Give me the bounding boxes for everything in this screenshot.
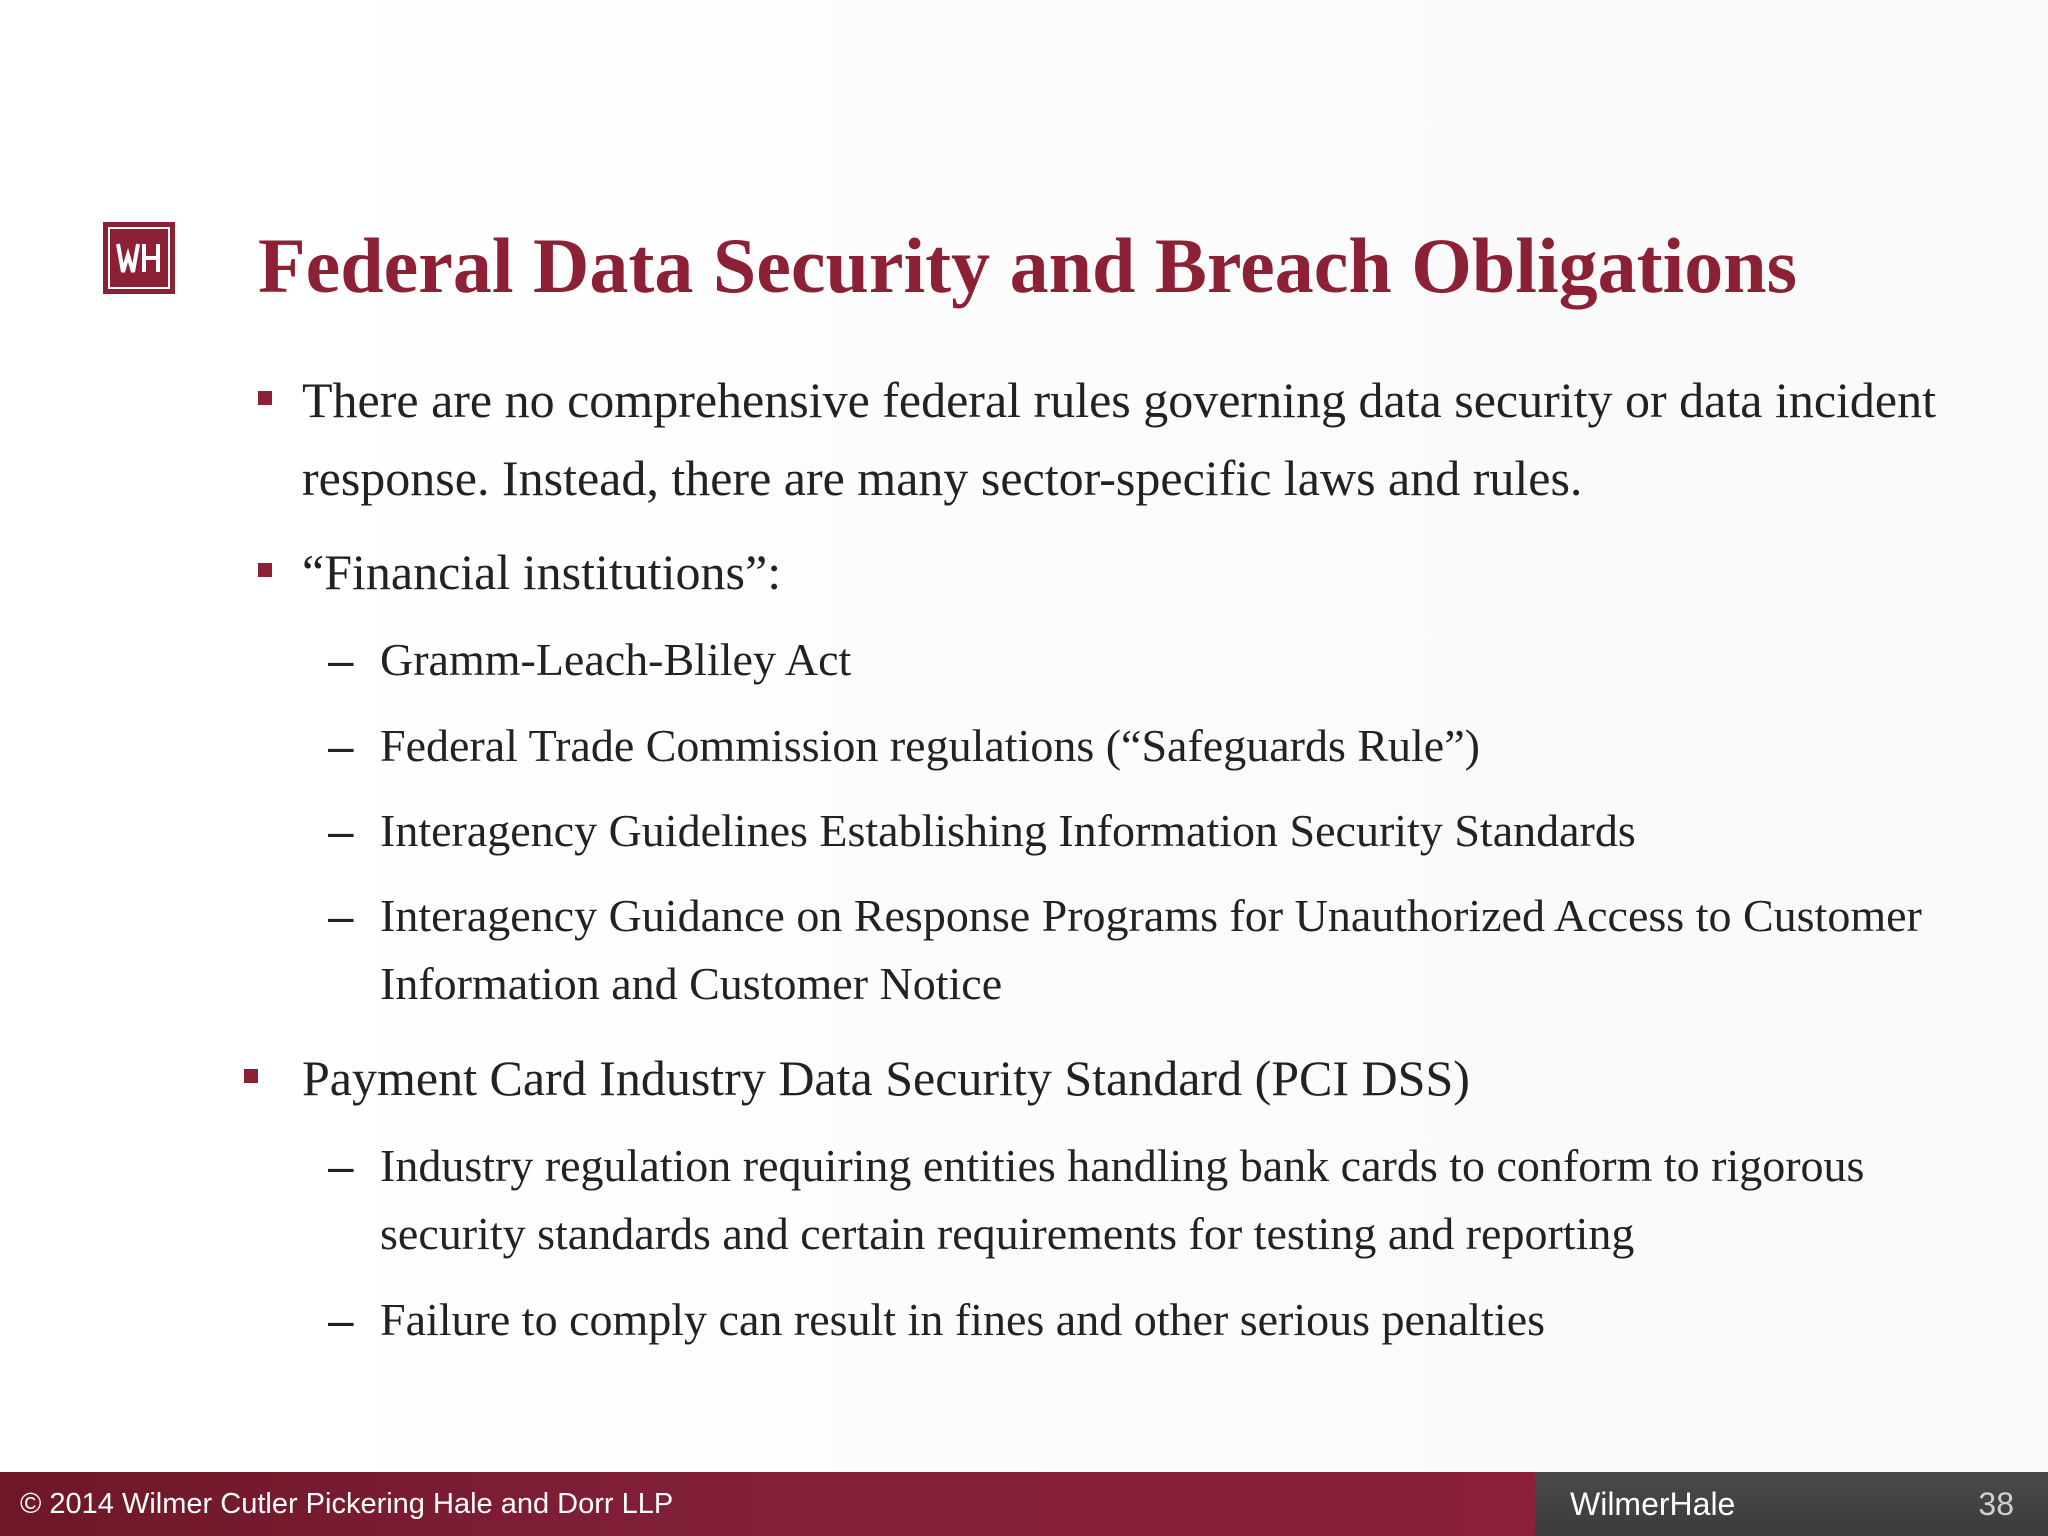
bullet-item <box>302 533 1942 611</box>
bullet-text: “Financial institutions”: <box>302 544 782 600</box>
dash-bullet-icon: – <box>328 1294 354 1346</box>
square-bullet-icon <box>258 391 272 405</box>
sub-bullet-item <box>328 1286 1940 1354</box>
dash-bullet-icon: – <box>328 1140 354 1192</box>
bullet-item <box>302 361 1942 517</box>
sub-bullet-text: Federal Trade Commission regulations (“Safeguards Rule”) <box>380 720 1480 771</box>
footer-left-band <box>0 1472 1535 1536</box>
sub-bullet-text: Industry regulation requiring entities handling bank cards to conform to rigorous security standards and certain requirements for testing and reporting <box>380 1140 1865 1259</box>
page-title: Federal Data Security and Breach Obligations <box>258 222 1798 309</box>
sub-bullet-item <box>328 712 1940 780</box>
sub-bullet-text: Gramm-Leach-Bliley Act <box>380 634 852 685</box>
sub-bullet-item <box>328 797 1940 865</box>
sub-bullet-text: Failure to comply can result in fines and other serious penalties <box>380 1294 1546 1345</box>
dash-bullet-icon: – <box>328 720 354 772</box>
sub-bullet-item <box>328 1132 1940 1268</box>
wh-logo <box>103 222 175 294</box>
dash-bullet-icon: – <box>328 634 354 686</box>
sub-bullet-item <box>328 626 1940 694</box>
page-number: 38 <box>1978 1486 2014 1522</box>
copyright-text: © 2014 Wilmer Cutler Pickering Hale and Dorr LLP <box>20 1488 674 1520</box>
sub-bullet-item <box>328 882 1940 1018</box>
sub-bullet-text: Interagency Guidance on Response Programs for Unauthorized Access to Customer Information and Customer Notice <box>380 890 1922 1009</box>
bullet-text: Payment Card Industry Data Security Standard (PCI DSS) <box>302 1050 1470 1106</box>
wh-logo-frame <box>108 227 170 289</box>
footer-bar <box>0 1472 2048 1536</box>
wh-logo-mark <box>116 241 162 275</box>
sub-bullet-text: Interagency Guidelines Establishing Information Security Standards <box>380 805 1636 856</box>
dash-bullet-icon: – <box>328 890 354 942</box>
square-bullet-icon <box>258 563 272 577</box>
bullet-item <box>302 1039 1942 1117</box>
bullet-text: There are no comprehensive federal rules governing data security or data incident response. Instead, there are many sector-specific laws and rules. <box>302 372 1937 506</box>
dash-bullet-icon: – <box>328 805 354 857</box>
brand-name: WilmerHale <box>1570 1486 1736 1522</box>
square-bullet-icon <box>244 1069 258 1083</box>
